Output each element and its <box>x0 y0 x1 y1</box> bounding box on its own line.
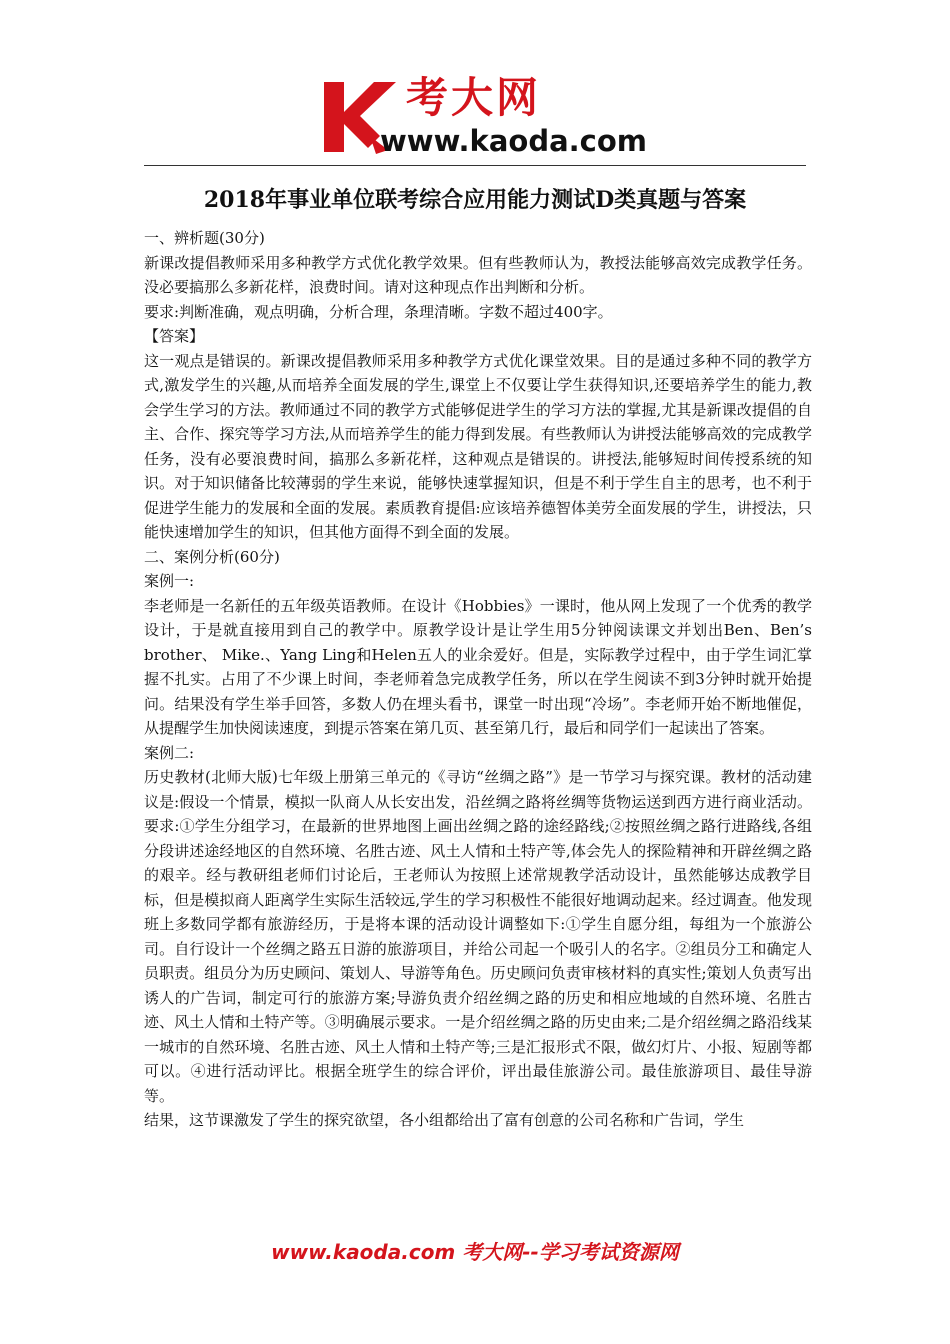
section-heading: 二、案例分析(60分) <box>144 547 280 566</box>
header-divider <box>144 165 806 166</box>
document-body <box>144 226 812 1133</box>
logo-chinese-name: 考大网 <box>406 73 542 122</box>
question-paragraph: 新课改提倡教师采用多种教学方式优化教学效果。但有些教师认为，教授法能够高效完成教学任务。没必要搞那么多新花样，浪费时间。请对这种现点作出判断和分析。 <box>144 253 812 296</box>
answer-paragraph: 这一观点是错误的。新课改提倡教师采用多种教学方式优化课堂效果。目的是通过多种不同的教学方式,激发学生的兴趣,从而培养全面发展的学生,课堂上不仅要让学生获得知识,还要培养学生的能力,教会学生学习的方法。教师通过不同的教学方式能够促进学生的学习方法的掌握,尤其是新课改提倡的自主、合作、探究等学习方法,从而培养学生的能力得到发展。有些教师认为讲授法能够高效的完成教学任务，没有必要浪费时间，搞那么多新花样，这种观点是错误的。讲授法,能够短时间传授系统的知识。对于知识储备比较薄弱的学生来说，能够快速掌握知识，但是不利于学生自主的思考，也不利于促进学生能力的发展和全面的发展。素质教育提倡:应该培养德智体美劳全面发展的学生，讲授法，只能快速增加学生的知识，但其他方面得不到全面的发展。 <box>144 351 812 541</box>
section-heading: 一、辨析题(30分) <box>144 229 265 247</box>
logo-url: www.kaoda.com <box>380 124 647 158</box>
requirement-paragraph: 要求:判断准确，观点明确，分析合理，条理清晰。字数不超过400字。 <box>144 302 613 321</box>
kaoda-logo <box>318 72 648 162</box>
page-title: 2018年事业单位联考综合应用能力测试D类真题与答案 <box>203 187 747 213</box>
case-heading: 案例一: <box>144 572 195 590</box>
case-paragraph: 李老师是一名新任的五年级英语教师。在设计《Hobbies》一课时，他从网上发现了一个优秀的教学设计，于是就直接用到自己的教学中。原教学设计是让学生用5分钟阅读课文并划出Ben、Ben’s brother、 Mike.、Yang Ling和Helen五人的业余爱好。但是，实际教学过程中，由于学生词汇掌握不扎实。占用了不少课上时间，李老师着急完成教学任务，所以在学生阅读不到3分钟时就开始提问。结果没有学生举手回答，多数人仍在埋头看书，课堂一时出现“冷场”。李老师开始不断地催促，从提醒学生加快阅读速度，到提示答案在第几页、甚至第几行，最后和同学们一起读出了答案。 <box>144 596 812 737</box>
answer-heading: 【答案】 <box>144 327 205 345</box>
case-paragraph: 结果，这节课激发了学生的探究欲望，各小组都给出了富有创意的公司名称和广告词，学生 <box>144 1111 745 1129</box>
case-heading: 案例二: <box>144 743 195 762</box>
case-paragraph: 历史教材(北师大版)七年级上册第三单元的《寻访“丝绸之路”》是一节学习与探究课。教材的活动建议是:假设一个情景，模拟一队商人从长安出发，沿丝绸之路将丝绸等货物运送到西方进行商业活动。要求:①学生分组学习，在最新的世界地图上画出丝绸之路的途经路线;②按照丝绸之路行进路线,各组分段讲述途经地区的自然环境、名胜古迹、风土人情和土特产等,体会先人的探险精神和开辟丝绸之路的艰辛。经与教研组老师们讨论后，王老师认为按照上述常规教学活动设计，虽然能够达成教学目标，但是模拟商人距离学生实际生活较远,学生的学习积极性不能很好地调动起来。经过调查。他发现班上多数同学都有旅游经历，于是将本课的活动设计调整如下:①学生自愿分组，每组为一个旅游公司。自行设计一个丝绸之路五日游的旅游项目，并给公司起一个吸引人的名字。②组员分工和确定人员职责。组员分为历史顾问、策划人、导游等角色。历史顾问负责审核材料的真实性;策划人负责写出诱人的广告词，制定可行的旅游方案;导游负责介绍丝绸之路的历史和相应地域的自然环境、名胜古迹、风土人情和土特产等。③明确展示要求。一是介绍丝绸之路的历史由来;二是介绍丝绸之路沿线某一城市的自然环境、名胜古迹、风土人情和土特产等;三是汇报形式不限，做幻灯片、小报、短剧等都可以。④进行活动评比。根据全班学生的综合评价，评出最佳旅游公司。最佳旅游项目、最佳导游等。 <box>144 768 812 1105</box>
footer-link[interactable]: www.kaoda.com 考大网--学习考试资源网 <box>271 1240 679 1264</box>
